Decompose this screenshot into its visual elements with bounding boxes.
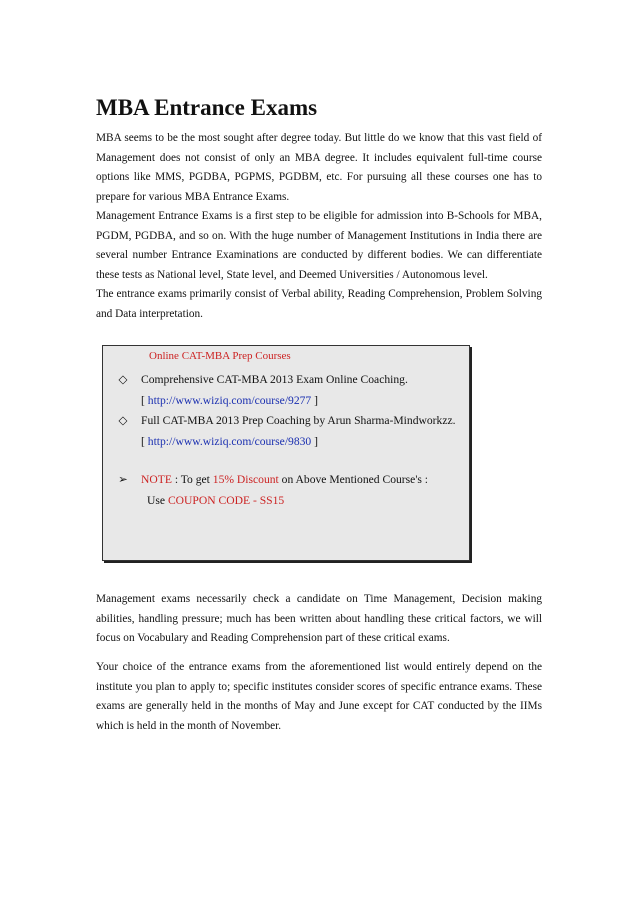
- intro-paragraph-1: MBA seems to be the most sought after degree today. But little do we know that this vast field of Management does not consist of only an MBA degree. It includes equivalent full-time course options like MMS, PGDBA, PGPMS, PGDBM, etc. For pursuing all these courses one has to prepare for various MBA Entrance Exams.: [96, 132, 542, 203]
- paragraph-exam-choice: Your choice of the entrance exams from the aforementioned list would entirely depend on the institute you plan to apply to; specific institutes consider scores of specific entrance exams. These exams are generally held in the months of May and June except for CAT conducted by the IIMs which is held in the month of November.: [96, 661, 542, 732]
- note-text-b: on Above Mentioned Course's :: [278, 473, 429, 486]
- promo-heading: Online CAT-MBA Prep Courses: [149, 350, 291, 362]
- note-label: NOTE: [141, 473, 172, 486]
- intro-paragraph-3: The entrance exams primarily consist of Verbal ability, Reading Comprehension, Problem Solving and Data interpretation.: [96, 288, 542, 320]
- coupon-use-text: Use: [147, 494, 168, 507]
- bracket-open: [: [141, 394, 148, 407]
- arrow-bullet-icon: ➢: [118, 473, 128, 486]
- course-item-2: [113, 413, 456, 427]
- promo-box: [102, 345, 470, 561]
- intro-text: [96, 129, 542, 324]
- course-link-1[interactable]: http://www.wiziq.com/course/9277: [147, 394, 312, 407]
- course-title-2: Full CAT-MBA 2013 Prep Coaching by Arun Sharma-Mindworkzz.: [141, 414, 456, 427]
- page-title: MBA Entrance Exams: [96, 95, 318, 120]
- course-title-1: Comprehensive CAT-MBA 2013 Exam Online Coaching.: [141, 373, 408, 386]
- diamond-bullet-icon: ◇: [118, 414, 128, 427]
- coupon-line: [147, 494, 284, 507]
- course-url-line-2: [141, 435, 318, 448]
- diamond-bullet-icon: ◇: [118, 373, 128, 386]
- course-item-1: [113, 372, 408, 386]
- intro-paragraph-2: Management Entrance Exams is a first step to be eligible for admission into B-Schools for MBA, PGDM, PGDBA, and so on. With the huge number of Management Institutions in India there are several number Entrance Examinations are conducted by different bodies. We can differentiate these tests as National level, State level, and Deemed Universities / Autonomous level.: [96, 210, 542, 281]
- discount-text: 15% Discount: [212, 473, 279, 486]
- paragraph-management-exams: Management exams necessarily check a candidate on Time Management, Decision making abilities, handling pressure; much has been written about handling these critical factors, we will focus on Vocabulary and Reading Comprehension part of these critical exams.: [96, 593, 542, 644]
- course-link-2[interactable]: http://www.wiziq.com/course/9830: [147, 435, 312, 448]
- discount-note: [113, 472, 428, 486]
- course-url-line-1: [141, 394, 318, 407]
- bracket-open: [: [141, 435, 148, 448]
- bracket-close: ]: [311, 435, 318, 448]
- coupon-code: COUPON CODE - SS15: [167, 494, 285, 507]
- note-text-a: : To get: [171, 473, 213, 486]
- bracket-close: ]: [311, 394, 318, 407]
